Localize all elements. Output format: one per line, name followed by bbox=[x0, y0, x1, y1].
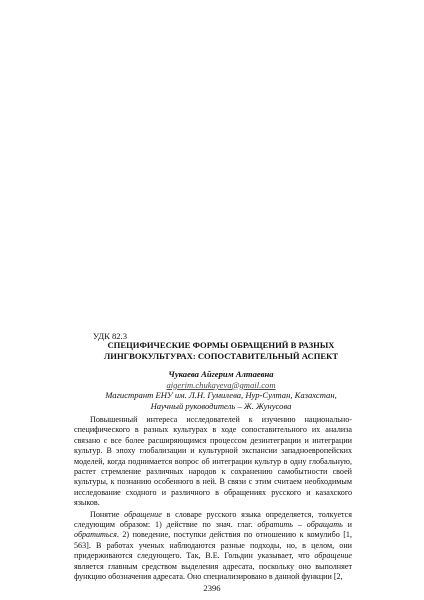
author-name: Чукаева Айгерим Алтаевна bbox=[168, 369, 274, 379]
paragraph-1: Повышенный интереса исследователей к изучению национально-специфического в разных культурах в ходе сопоставительного их анализа связано с все более расширяющимся процессом дезинтеграции и интеграции культур. В эпоху глобализации и культурной экспансии западноевропейских моделей, когда поднимается вопрос об интеграции культур в одну глобальную, растет стремление различных народов к сохранению самобытности своей культуры, к познанию особенного в ней. В связи с этим считаем необходимым исследование сходного и различного в обращениях русского и казахского языков. bbox=[74, 415, 352, 508]
p2-text-5: является главным средством выделения адресата, поскольку оно выполняет функцию обозначения адресата. Оно специализировано в данной функции [2, bbox=[74, 561, 352, 582]
scientific-supervisor: Научный руководитель – Ж. Жунусова bbox=[150, 400, 292, 411]
author-email-link[interactable]: aigerim.chukayeva@gmail.com bbox=[166, 379, 276, 390]
p2-term-obraschenie-2: обращение bbox=[314, 551, 352, 561]
author-affiliation: Магистрант ЕНУ им. Л.Н. Гумилева, Нур-Султан, Казахстан, bbox=[105, 390, 337, 401]
p2-text-3: и bbox=[342, 520, 352, 530]
p2-term-obratit: обратить – обращать bbox=[257, 520, 343, 530]
p2-term-obraschenie: обращение bbox=[124, 509, 162, 519]
author-block bbox=[93, 369, 349, 411]
article-body bbox=[74, 415, 352, 583]
page-number: 2396 bbox=[203, 583, 221, 593]
paragraph-2 bbox=[74, 510, 352, 583]
p2-text-1: Понятие bbox=[90, 509, 125, 519]
p2-text-4: . 2) поведение, поступки действия по отношению к комулибо [1, 563]. В работах ученых наблюдаются разные подходы, но, в целом, они придерживаются следующего. Так, В.Е. Гольдин указывает, что bbox=[74, 530, 352, 561]
title-line-2: ЛИНГВОКУЛЬТУРАХ: СОПОСТАВИТЕЛЬНЫЙ АСПЕКТ bbox=[103, 350, 339, 361]
p2-term-obratitsya: обратиться bbox=[74, 530, 117, 540]
article-title bbox=[93, 340, 349, 361]
p2-text-2: в словаре русского языка определяется, толкуется следующим образом: 1) действие по знач. глаг. bbox=[74, 509, 352, 530]
title-line-1: СПЕЦИФИЧЕСКИЕ ФОРМЫ ОБРАЩЕНИЙ В РАЗНЫХ bbox=[107, 340, 335, 350]
udk-code: УДК 82.3 bbox=[93, 331, 127, 341]
